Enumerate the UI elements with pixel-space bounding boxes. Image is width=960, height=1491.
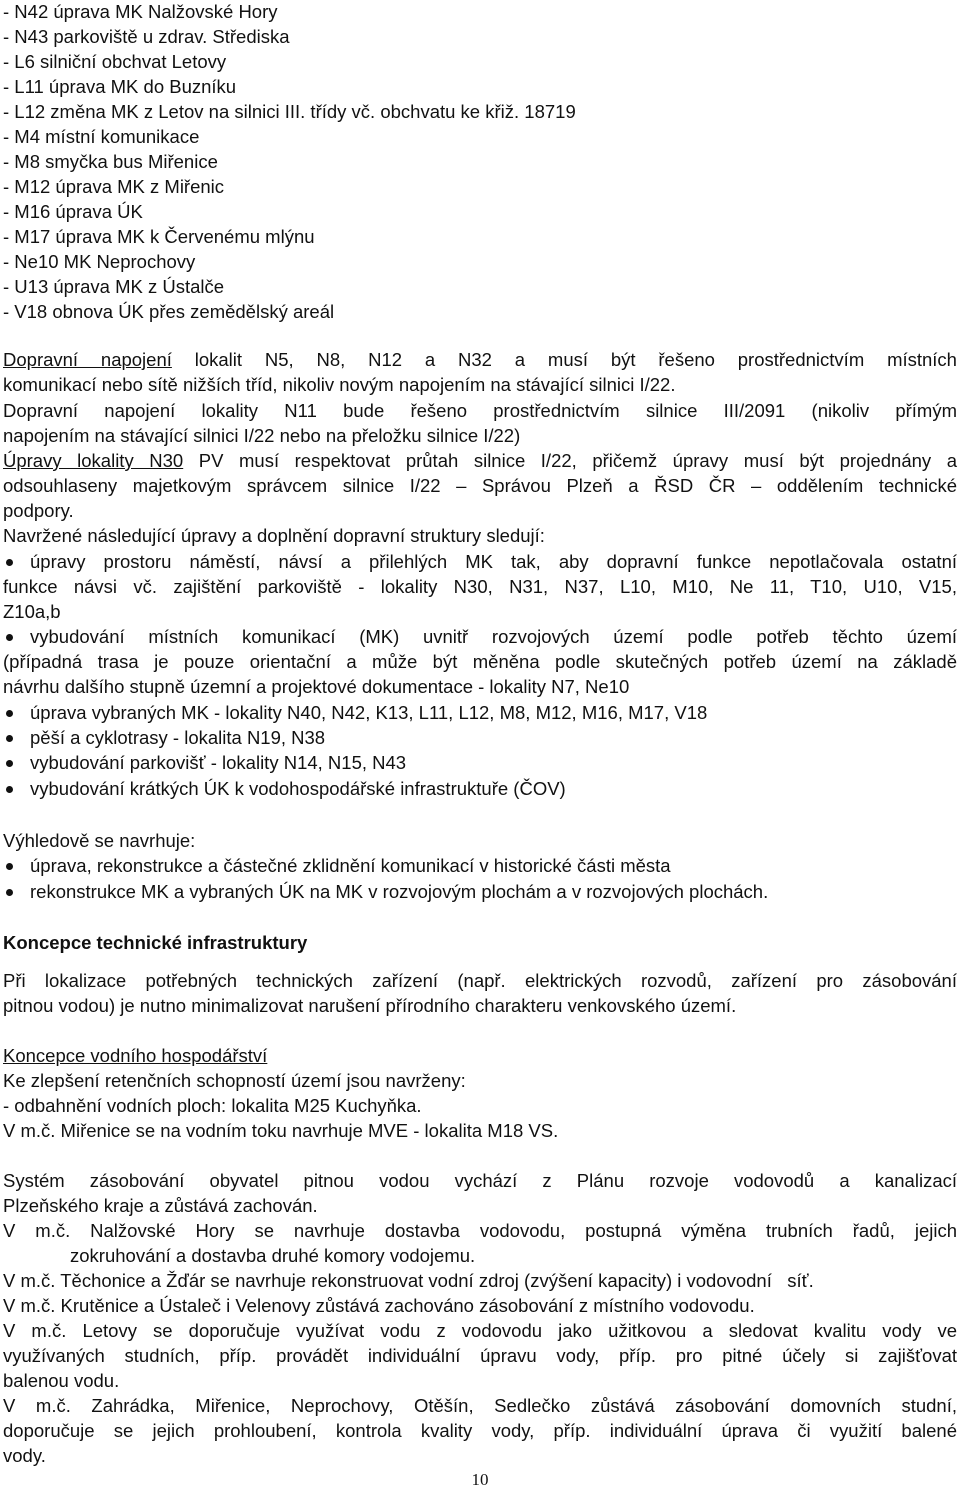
paragraph-line: balenou vodu. bbox=[3, 1370, 120, 1391]
list-item: - L11 úprava MK do Buzníku bbox=[3, 76, 237, 97]
list-item: - M4 místní komunikace bbox=[3, 126, 200, 147]
list-item: - M12 úprava MK z Miřenic bbox=[3, 176, 225, 197]
section-heading: Koncepce vodního hospodářství bbox=[3, 1045, 268, 1066]
paragraph-line: V m.č. Těchonice a Žďár se navrhuje rekonstruovat vodní zdroj (zvýšení kapacity) i vodovodní síť. bbox=[3, 1270, 814, 1291]
paragraph-line: vody. bbox=[3, 1445, 46, 1466]
bullet-icon bbox=[6, 735, 13, 742]
page-number: 10 bbox=[471, 1470, 489, 1489]
paragraph-line: doporučuje se jejich prohloubení, kontrola kvality vody, příp. individuální úprava či využití balené bbox=[3, 1420, 957, 1441]
document-page: - N42 úprava MK Nalžovské Hory - N43 parkoviště u zdrav. Střediska - L6 silniční obchvat Letovy - L11 úprava MK do Buzníku - L12 změna MK z Letov na silnici III. třídy vč. obchvatu ke křiž. 18719 - M4 místní komunikace - M8 smyčka bus Miřenice - M12 úprava MK z Miřenic - M16 úprava ÚK - M17 úprava MK k Červenému mlýnu - Ne10 MK Neprochovy - U13 úprava MK z Ústalče - V18 obnova ÚK přes zemědělský areál Dopravní napojení lokalit N5, N8, N12 a N32 a musí být řešeno prostřednictvím místních komunikací nebo sítě nižších tříd, nikoliv novým napojením na stávající silnici I/22. Dopravní napojení lokality N11 bude řešeno prostřednictvím silnice III/2091 (nikoliv přímým napojením na stávající silnici I/22 nebo na přeložku silnice I/22) Úpravy lokality N30 PV musí respektovat průtah silnice I/22, přičemž úpravy musí být projednány a odsouhlaseny majetkovým správcem silnice I/22 – Správou Plzeň a ŘSD ČR – oddělením technické podpory. Navržené následující úpravy a doplnění dopravní struktury sledují: úpravy prostoru náměstí, návsí a přilehlých MK tak, aby dopravní funkce nepotlačovala ostatní funkce návsi vč. zajištění parkoviště - lokality N30, N31, N37, L10, M10, Ne 11, T10, U10, V15, Z10a,b vybudování místních komunikací (MK) uvnitř rozvojových území podle potřeb těchto území (případná trasa je pouze orientační a může být měněna podle skutečných potřeb území na základě návrhu dalšího stupně územní a projektové dokumentace - lokality N7, Ne10 úprava vybraných MK - lokality N40, N42, K13, L11, L12, M8, M12, M16, M17, V18 pěší a cyklotrasy - lokalita N19, N38 vybudování parkovišť - lokality N14, N15, N43 vybudování krátkých ÚK k vodohospodářské infrastruktuře (ČOV) Výhledově se navrhuje: úprava, rekonstrukce a částečné zklidnění komunikací v historické části města rekonstrukce MK a vybraných ÚK na MK v rozvojovým plochám a v rozvojových plochách. Koncepce technické infrastruktury Při lokalizace potřebných technických zařízení (např. elektrických rozvodů, zařízení pro zásobování pitnou vodou) je nutno minimalizovat narušení přírodního charakteru venkovského území. Koncepce vodního hospodářství Ke zlepšení retenčních schopností území jsou navrženy: - odbahnění vodních ploch: lokalita M25 Kuchyňka. V m.č. Miřenice se na vodním toku navrhuje MVE - lokalita M18 VS. Systém zásobování obyvatel pitnou vodou vychází z Plánu rozvoje vodovodů a kanalizací Plzeňského kraje a zůstává zachován. V m.č. Nalžovské Hory se navrhuje dostavba vodovodu, postupná výměna trubních řadů, jejich zokruhování a dostavba druhé komory vodojemu. V m.č. Těchonice a Žďár se navrhuje rekonstruovat vodní zdroj (zvýšení kapacity) i vodovodní síť. V m.č. Krutěnice a Ústaleč i Velenovy zůstává zachováno zásobování z místního vodovodu. V m.č. Letovy se doporučuje využívat vodu z vodovodu jako užitkovou a sledovat kvalitu vody ve využívaných studních, příp. provádět individuální úpravu vody, příp. pro pitné účely si zajišťovat balenou vodu. V m.č. Zahrádka, Miřenice, Neprochovy, Otěšín, Sedlečko zůstává zásobování domovních studní, doporučuje se jejich prohloubení, kontrola kvality vody, příp. individuální úprava či využití balené vody. 10 bbox=[0, 0, 960, 1491]
paragraph-line: Výhledově se navrhuje: bbox=[3, 830, 196, 851]
paragraph-line: pitnou vodou) je nutno minimalizovat narušení přírodního charakteru venkovského území. bbox=[3, 995, 737, 1016]
paragraph-line: Systém zásobování obyvatel pitnou vodou vychází z Plánu rozvoje vodovodů a kanalizací bbox=[3, 1170, 957, 1191]
underlined-phrase: Dopravní napojení bbox=[3, 349, 172, 370]
paragraph-line: Úpravy lokality N30 PV musí respektovat průtah silnice I/22, přičemž úpravy musí být projednány a bbox=[3, 450, 957, 471]
list-item: - L12 změna MK z Letov na silnici III. třídy vč. obchvatu ke křiž. 18719 bbox=[3, 101, 576, 122]
paragraph-line: využívaných studních, příp. provádět individuální úpravu vody, příp. pro pitné účely si zajišťovat bbox=[3, 1345, 957, 1366]
paragraph-line: - odbahnění vodních ploch: lokalita M25 Kuchyňka. bbox=[3, 1095, 422, 1116]
paragraph-line: Navržené následující úpravy a doplnění dopravní struktury sledují: bbox=[3, 525, 545, 546]
paragraph-line: návrhu dalšího stupně územní a projektové dokumentace - lokality N7, Ne10 bbox=[3, 676, 630, 697]
paragraph-line: napojením na stávající silnici I/22 nebo na přeložku silnice I/22) bbox=[3, 425, 521, 446]
bullet-icon bbox=[6, 889, 13, 896]
paragraph-line: Dopravní napojení lokality N11 bude řešeno prostřednictvím silnice III/2091 (nikoliv přímým bbox=[3, 400, 957, 421]
paragraph-line: V m.č. Nalžovské Hory se navrhuje dostavba vodovodu, postupná výměna trubních řadů, jejich bbox=[3, 1220, 957, 1241]
paragraph-line: podpory. bbox=[3, 500, 74, 521]
underlined-phrase: Úpravy lokality N30 bbox=[3, 450, 184, 471]
list-item: - M17 úprava MK k Červenému mlýnu bbox=[3, 226, 315, 247]
paragraph-line: Plzeňského kraje a zůstává zachován. bbox=[3, 1195, 318, 1216]
bullet-icon bbox=[6, 786, 13, 793]
paragraph-line: Ke zlepšení retenčních schopností území jsou navrženy: bbox=[3, 1070, 466, 1091]
paragraph-line: V m.č. Krutěnice a Ústaleč i Velenovy zůstává zachováno zásobování z místního vodovodu. bbox=[3, 1295, 755, 1316]
list-item: - M16 úprava ÚK bbox=[3, 201, 143, 222]
list-item: - N43 parkoviště u zdrav. Střediska bbox=[3, 26, 290, 47]
bullet-icon bbox=[6, 710, 13, 717]
paragraph-line: Z10a,b bbox=[3, 601, 61, 622]
paragraph-line: komunikací nebo sítě nižších tříd, nikoliv novým napojením na stávající silnici I/22. bbox=[3, 374, 676, 395]
list-item: - L6 silniční obchvat Letovy bbox=[3, 51, 227, 72]
bullet-icon bbox=[6, 559, 13, 566]
paragraph-line: V m.č. Letovy se doporučuje využívat vodu z vodovodu jako užitkovou a sledovat kvalitu vody ve bbox=[3, 1320, 957, 1341]
list-item: - U13 úprava MK z Ústalče bbox=[3, 276, 225, 297]
bullet-icon bbox=[6, 634, 13, 641]
list-item: - Ne10 MK Neprochovy bbox=[3, 251, 196, 272]
paragraph-line: V m.č. Zahrádka, Miřenice, Neprochovy, Otěšín, Sedlečko zůstává zásobování domovních studní, bbox=[3, 1395, 957, 1416]
paragraph-line: (případná trasa je pouze orientační a může být měněna podle skutečných potřeb území na základě bbox=[3, 651, 957, 672]
list-item: - M8 smyčka bus Miřenice bbox=[3, 151, 218, 172]
paragraph-line: zokruhování a dostavba druhé komory vodojemu. bbox=[70, 1245, 476, 1266]
paragraph-line: Při lokalizace potřebných technických zařízení (např. elektrických rozvodů, zařízení pro zásobování bbox=[3, 970, 957, 991]
paragraph-line: funkce návsi vč. zajištění parkoviště - lokality N30, N31, N37, L10, M10, Ne 11, T10, U10, V15, bbox=[3, 576, 957, 597]
section-heading: Koncepce technické infrastruktury bbox=[3, 932, 308, 953]
paragraph-line: Dopravní napojení lokalit N5, N8, N12 a N32 a musí být řešeno prostřednictvím místních bbox=[3, 349, 957, 370]
list-item: - V18 obnova ÚK přes zemědělský areál bbox=[3, 301, 335, 322]
paragraph-line: odsouhlaseny majetkovým správcem silnice I/22 – Správou Plzeň a ŘSD ČR – oddělením technické bbox=[3, 475, 957, 496]
paragraph-line: V m.č. Miřenice se na vodním toku navrhuje MVE - lokalita M18 VS. bbox=[3, 1120, 559, 1141]
bullet-icon bbox=[6, 760, 13, 767]
bullet-icon bbox=[6, 863, 13, 870]
list-item: - N42 úprava MK Nalžovské Hory bbox=[3, 1, 278, 22]
